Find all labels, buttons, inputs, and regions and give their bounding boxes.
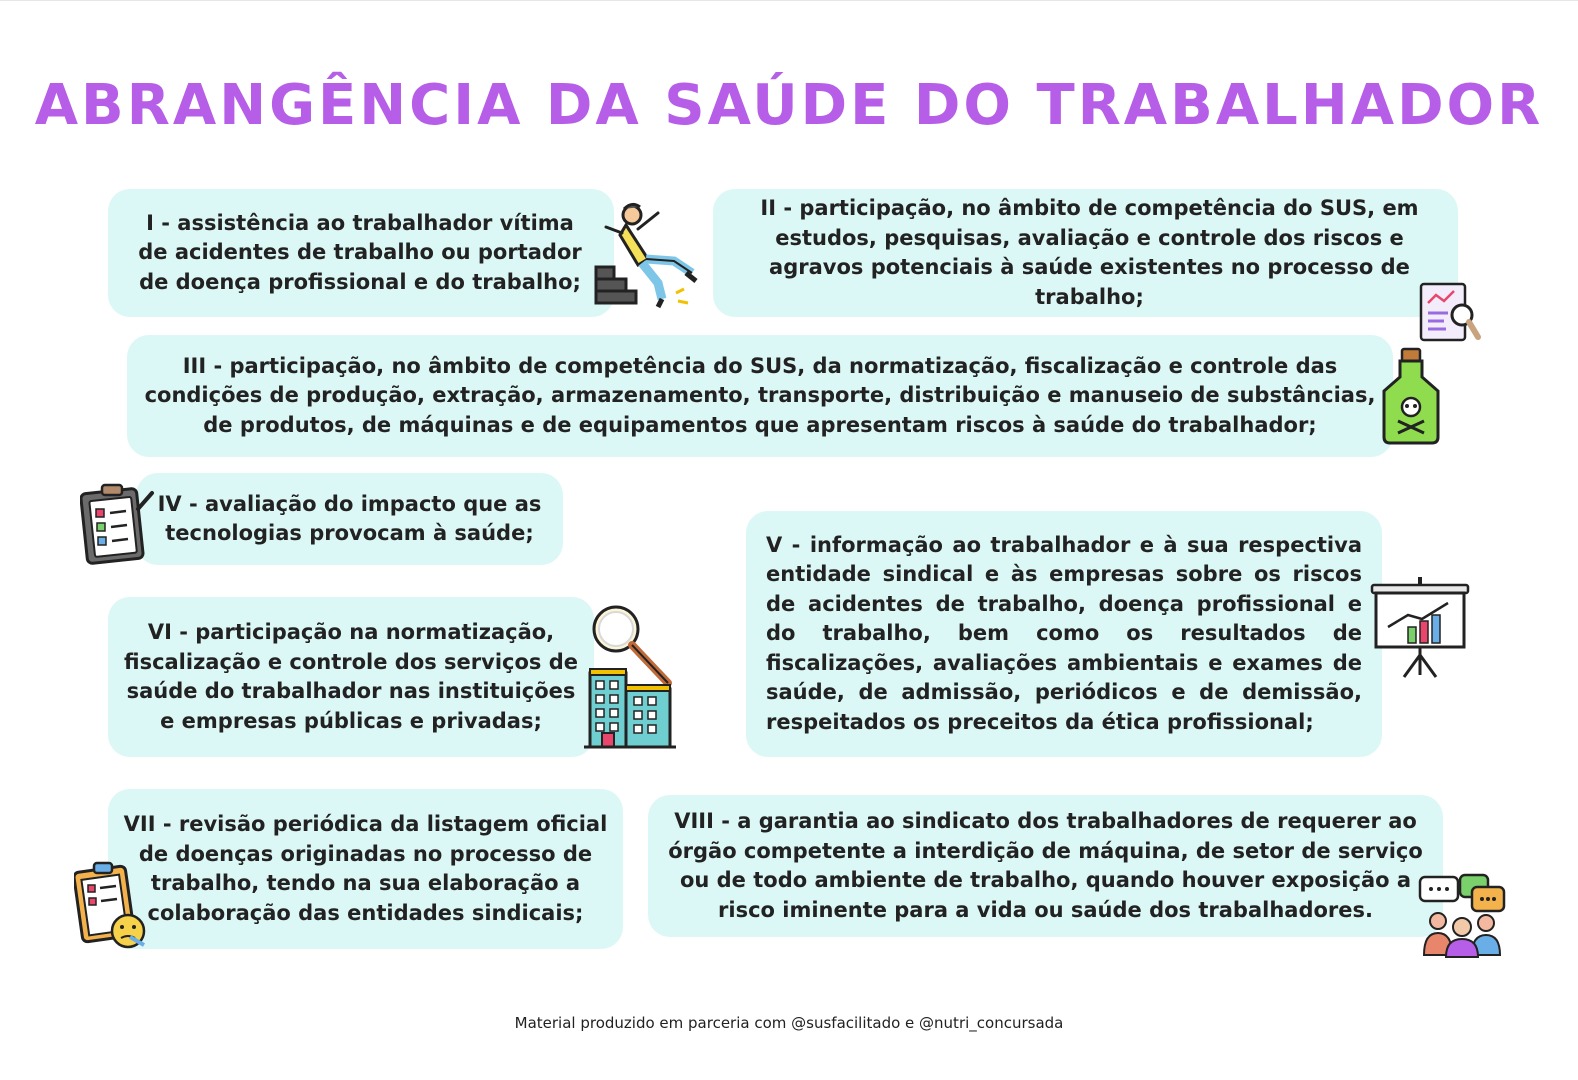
item-card-vii — [108, 789, 623, 949]
item-card-v — [746, 511, 1382, 757]
poison-bottle-icon — [1376, 347, 1446, 445]
item-card-iii — [127, 335, 1393, 457]
item-text-iii: III - participação, no âmbito de competência do SUS, da normatização, fiscalização e controle das condições de produção, extração, armazenamento, transporte, distribuição e manuseio de substâncias, de produtos, de máquinas e de equipamentos que apresentam riscos à saúde do trabalhador; — [144, 353, 1376, 437]
footer-credit: Material produzido em parceria com @susfacilitado e @nutri_concursada — [514, 1014, 1064, 1032]
item-card-vi — [108, 597, 594, 757]
checklist-clipboard-icon — [80, 483, 158, 565]
item-text-i: I - assistência ao trabalhador vítima de acidentes de trabalho ou portador de doença profissional e do trabalho; — [138, 210, 582, 294]
item-text-v: V - informação ao trabalhador e à sua respectiva entidade sindical e às empresas sobre os riscos de acidentes de trabalho, doença profissional e do trabalho, bem como os resultados de fiscalizações, avaliações ambientais e exames de saúde, de admissão, periódicos e de demissão, respeitados os preceitos da ética profissional; — [766, 532, 1362, 734]
falling-worker-icon — [592, 199, 706, 311]
item-card-iv — [136, 473, 563, 565]
item-text-ii: II - participação, no âmbito de competência do SUS, em estudos, pesquisas, avaliação e controle dos riscos e agravos potenciais à saúde existentes no processo de trabalho; — [760, 196, 1419, 309]
item-text-viii: VIII - a garantia ao sindicato dos trabalhadores de requerer ao órgão competente a interdição de máquina, de setor de serviço ou de todo ambiente de trabalho, quando houver exposição a risco iminente para a vida ou saúde dos trabalhadores. — [668, 809, 1423, 922]
page-title: ABRANGÊNCIA DA SAÚDE DO TRABALHADOR — [34, 73, 1544, 138]
presentation-chart-icon — [1368, 575, 1472, 679]
report-magnifier-icon — [1418, 281, 1484, 347]
sick-clipboard-icon — [74, 861, 150, 951]
item-card-viii — [648, 795, 1443, 937]
item-text-vii: VII - revisão periódica da listagem oficial de doenças originadas no processo de trabalho, tendo na sua elaboração a colaboração das entidades sindicais; — [123, 812, 608, 925]
item-text-vi: VI - participação na normatização, fiscalização e controle dos serviços de saúde do trabalhador nas instituições e empresas públicas e privadas; — [124, 620, 579, 733]
item-card-i — [108, 189, 614, 317]
building-icon — [584, 667, 676, 751]
chat-people-icon — [1416, 873, 1508, 959]
item-text-iv: IV - avaliação do impacto que as tecnologias provocam à saúde; — [157, 491, 542, 545]
item-card-ii — [713, 189, 1458, 317]
